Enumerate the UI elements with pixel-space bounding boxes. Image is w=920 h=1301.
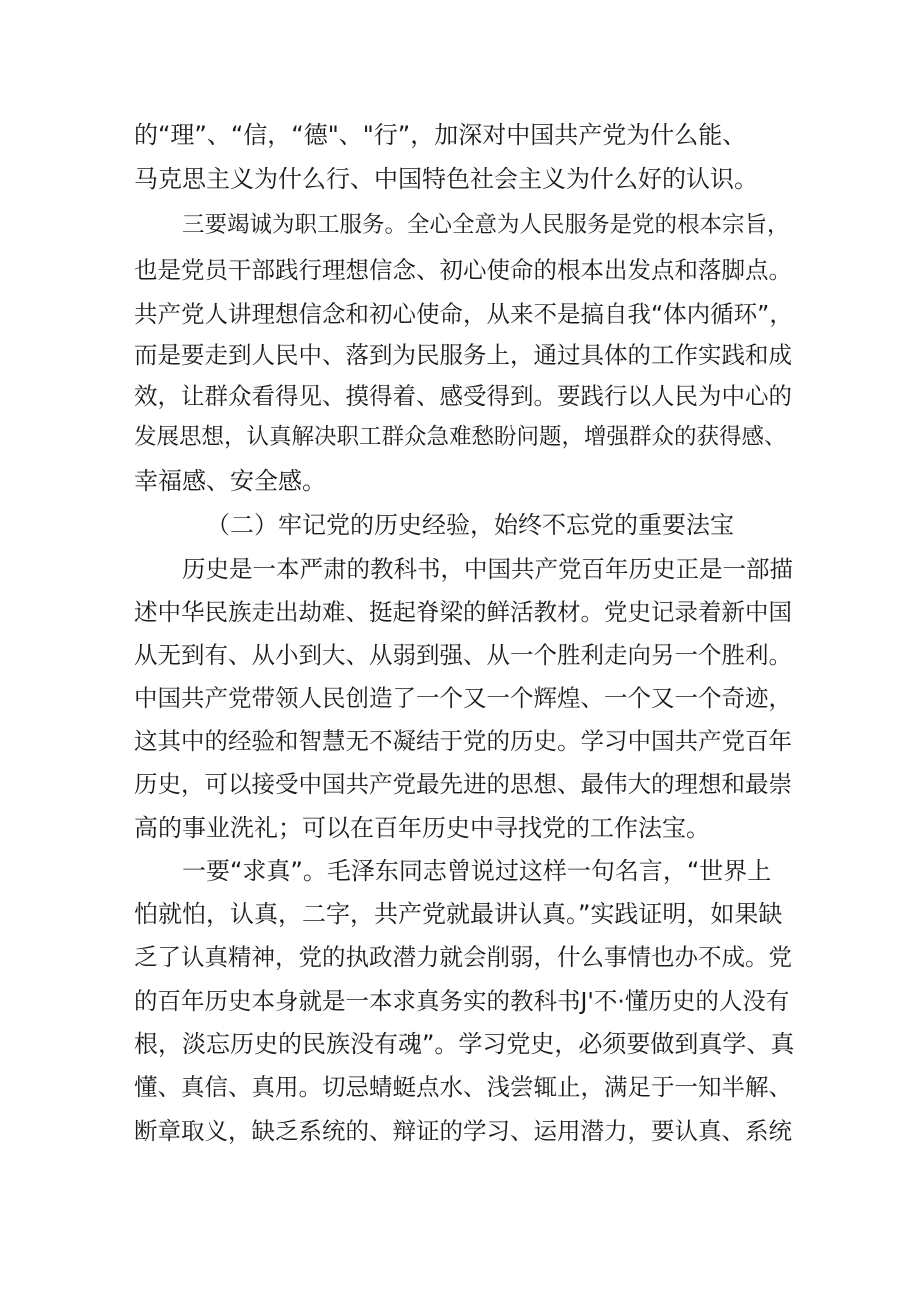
text-line: 也是党员干部践行理想信念、初心使命的根本出发点和落脚点。 (134, 256, 792, 284)
text-line: 从无到有、从小到大、从弱到强、从一个胜利走向另一个胜利。 (134, 641, 792, 669)
section-heading: （二）牢记党的历史经验，始终不忘党的重要法宝 (206, 511, 734, 539)
text-line: 发展思想，认真解决职工群众急难愁盼问题，增强群众的获得感、 (134, 424, 787, 450)
text-line: 历史，可以接受中国共产党最先进的思想、最伟大的理想和最崇 (134, 770, 792, 798)
text-line: 一要“求真”。毛泽东同志曾说过这样一句名言，“世界上 (182, 857, 772, 885)
text-line: 懂、真信、真用。切忌蜻蜓点水、浅尝辄止，满足于一知半解、 (134, 1073, 792, 1101)
text-line: 的百年历史本身就是一本求真务实的教科书J'不·懂历史的人没有 (134, 987, 790, 1015)
text-line: 根，淡忘历史的民族没有魂”。学习党史，必须要做到真学、真 (134, 1030, 795, 1058)
text-line: 共产党人讲理想信念和初心使命，从来不是搞自我“体内循环”， (134, 300, 793, 328)
text-line: 乏了认真精神，党的执政潜力就会削弱，什么事情也办不成。党 (134, 943, 792, 971)
text-line: 效，让群众看得见、摸得着、感受得到。要践行以人民为中心的 (134, 382, 792, 410)
text-line: 断章取义，缺乏系统的、辩证的学习、运用潜力，要认真、系统 (134, 1117, 792, 1145)
text-line: 幸福感、安全感。 (134, 467, 326, 495)
text-line: 中国共产党带领人民创造了一个又一个辉煌、一个又一个奇迹， (134, 684, 792, 712)
text-line: 马克思主义为什么行、中国特色社会主义为什么好的认识。 (134, 165, 758, 193)
text-line: 历史是一本严肃的教科书，中国共产党百年历史正是一部描 (182, 555, 793, 583)
text-line: 怕就怕，认真，二字，共产党就最讲认真。”实践证明，如果缺 (134, 900, 783, 928)
text-line: 述中华民族走出劫难、挺起脊梁的鲜活教材。党史记录着新中国 (134, 598, 792, 626)
text-line: 这其中的经验和智慧无不凝结于党的历史。学习中国共产党百年 (134, 727, 792, 755)
text-line: 三要竭诚为职工服务。全心全意为人民服务是党的根本宗旨， (182, 212, 790, 238)
text-line: 高的事业洗礼；可以在百年历史中寻找党的工作法宝。 (134, 814, 710, 842)
text-line: 而是要走到人民中、落到为民服务上，通过具体的工作实践和成 (134, 341, 792, 369)
text-line: 的“理”、“信，“德"、"行”，加深对中国共产党为什么能、 (134, 121, 747, 149)
